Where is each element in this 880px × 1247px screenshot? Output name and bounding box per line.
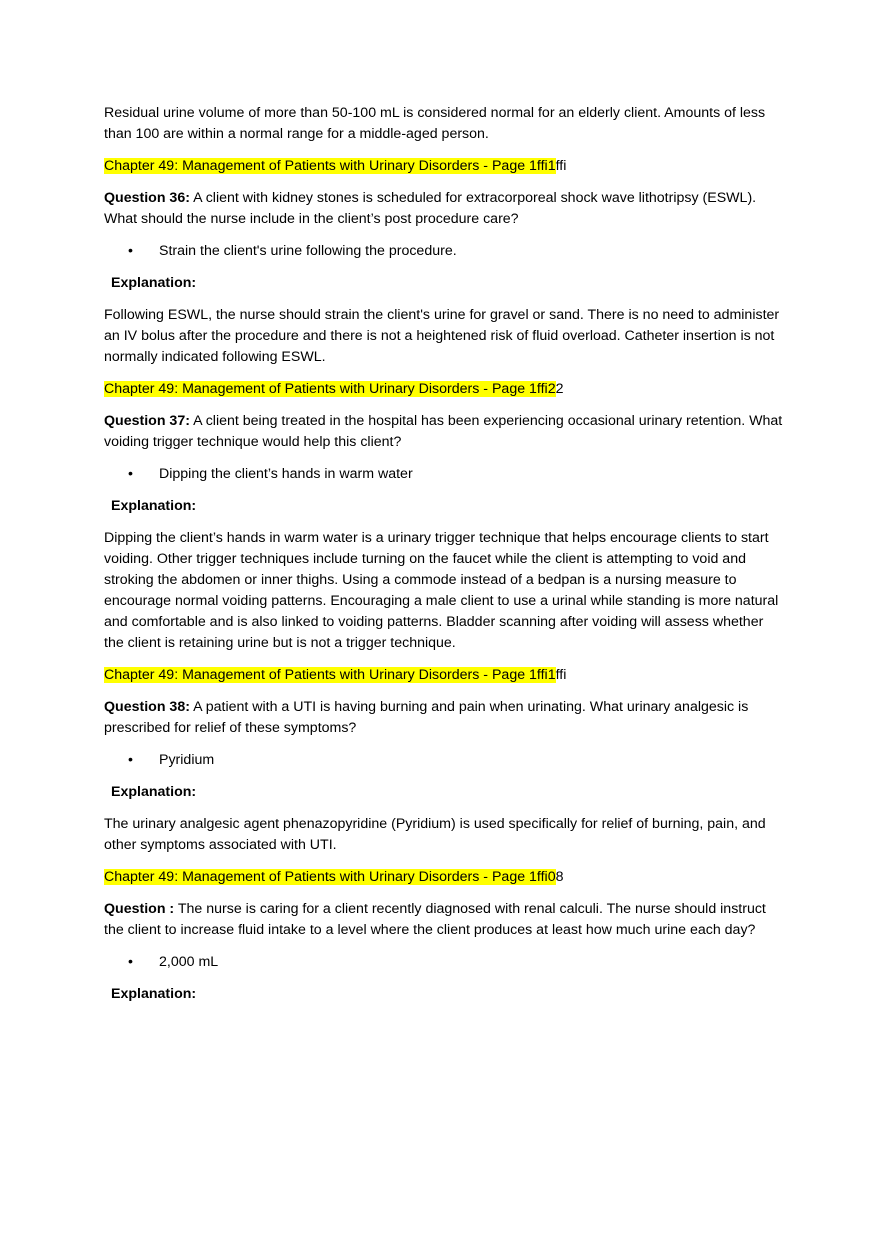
chapter-tail: ffi bbox=[555, 667, 567, 683]
explanation-label: Explanation: bbox=[111, 784, 197, 800]
chapter-highlight: Chapter 49: Management of Patients with Urinary Disorders - Page 1ffi1 bbox=[104, 158, 556, 174]
explanation-label: Explanation: bbox=[111, 986, 197, 1002]
chapter-reference bbox=[104, 379, 784, 400]
chapter-highlight: Chapter 49: Management of Patients with Urinary Disorders - Page 1ffi2 bbox=[104, 381, 556, 397]
answer-item bbox=[104, 750, 784, 771]
answer-item bbox=[104, 241, 784, 262]
answer-item bbox=[104, 464, 784, 485]
chapter-tail: 8 bbox=[555, 869, 564, 885]
question-label: Question : bbox=[104, 901, 175, 917]
bullet-icon: • bbox=[128, 466, 133, 482]
explanation-text: The urinary analgesic agent phenazopyridine (Pyridium) is used specifically for relief of burning, pain, and other symptoms associated with UTI. bbox=[104, 816, 766, 853]
chapter-highlight: Chapter 49: Management of Patients with Urinary Disorders - Page 1ffi1 bbox=[104, 667, 556, 683]
question-text: A client being treated in the hospital has been experiencing occasional urinary retention. What voiding trigger technique would help this client? bbox=[104, 413, 783, 450]
chapter-highlight: Chapter 49: Management of Patients with Urinary Disorders - Page 1ffi0 bbox=[104, 869, 556, 885]
question-paragraph bbox=[104, 188, 784, 230]
answer-text: Pyridium bbox=[159, 752, 215, 768]
bullet-icon: • bbox=[128, 243, 133, 259]
question-paragraph bbox=[104, 899, 784, 941]
explanation-text: Dipping the client’s hands in warm water is a urinary trigger technique that helps encourage clients to start voiding. Other trigger techniques include turning on the faucet while the client is attempting to void and stroking the abdomen or inner thighs. Using a commode instead of a bedpan is a nursing measure to encourage normal voiding patterns. Encouraging a male client to use a urinal while standing is more natural and comfortable and is also linked to voiding patterns. Bladder scanning after voiding will assess whether the client is retaining urine but is not a trigger technique. bbox=[104, 530, 779, 651]
question-label: Question 36: bbox=[104, 190, 190, 206]
bullet-icon: • bbox=[128, 954, 133, 970]
bullet-icon: • bbox=[128, 752, 133, 768]
intro-paragraph: Residual urine volume of more than 50-100 mL is considered normal for an elderly client. Amounts of less than 100 are within a normal range for a middle-aged person. bbox=[104, 105, 766, 142]
document-page bbox=[104, 103, 784, 1016]
answer-text: Dipping the client’s hands in warm water bbox=[159, 466, 413, 482]
question-text: A patient with a UTI is having burning and pain when urinating. What urinary analgesic is prescribed for relief of these symptoms? bbox=[104, 699, 749, 736]
answer-text: 2,000 mL bbox=[159, 954, 219, 970]
chapter-reference bbox=[104, 867, 784, 888]
explanation-label: Explanation: bbox=[111, 275, 197, 291]
explanation-label: Explanation: bbox=[111, 498, 197, 514]
question-text: The nurse is caring for a client recently diagnosed with renal calculi. The nurse should instruct the client to increase fluid intake to a level where the client produces at least how much urine each day? bbox=[104, 901, 766, 938]
question-label: Question 38: bbox=[104, 699, 190, 715]
chapter-tail: ffi bbox=[555, 158, 567, 174]
chapter-reference bbox=[104, 156, 784, 177]
question-text: A client with kidney stones is scheduled for extracorporeal shock wave lithotripsy (ESWL). What should the nurse include in the client’s post procedure care? bbox=[104, 190, 757, 227]
question-paragraph bbox=[104, 697, 784, 739]
answer-item bbox=[104, 952, 784, 973]
question-paragraph bbox=[104, 411, 784, 453]
question-label: Question 37: bbox=[104, 413, 190, 429]
explanation-text: Following ESWL, the nurse should strain the client's urine for gravel or sand. There is no need to administer an IV bolus after the procedure and there is not a heightened risk of fluid overload. Catheter insertion is not normally indicated following ESWL. bbox=[104, 307, 780, 365]
chapter-reference bbox=[104, 665, 784, 686]
answer-text: Strain the client's urine following the procedure. bbox=[159, 243, 457, 259]
chapter-tail: 2 bbox=[555, 381, 564, 397]
